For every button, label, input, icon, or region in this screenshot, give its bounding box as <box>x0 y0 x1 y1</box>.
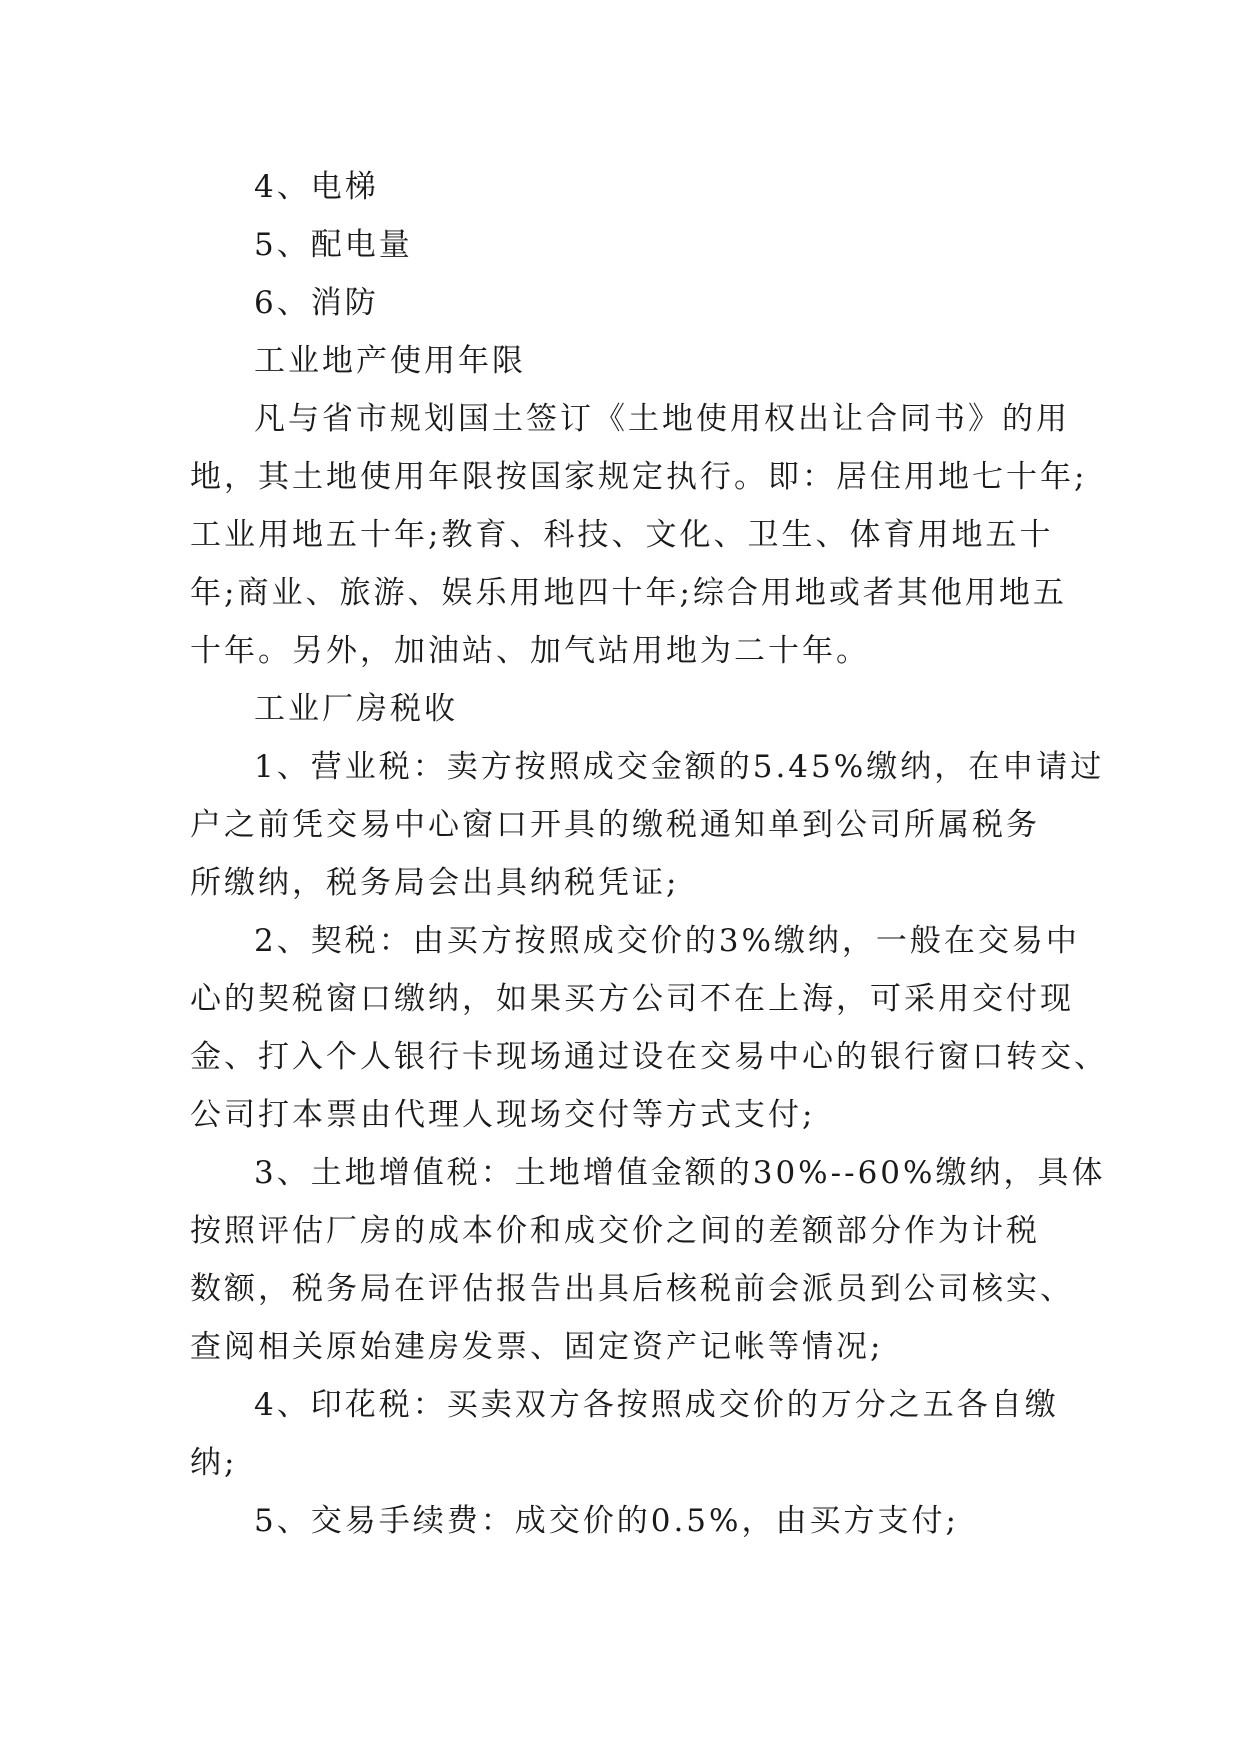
paragraph-line: 所缴纳，税务局会出具纳税凭证; <box>190 865 680 901</box>
paragraph-line: 工业用地五十年;教育、科技、文化、卫生、体育用地五十 <box>190 517 1054 553</box>
list-item-elevator: 4、电梯 <box>254 169 379 205</box>
section-heading-factory-tax: 工业厂房税收 <box>254 691 458 727</box>
tax-item-business-tax: 1、营业税：卖方按照成交金额的5.45%缴纳，在申请过 <box>254 749 1105 785</box>
paragraph-line: 查阅相关原始建房发票、固定资产记帐等情况; <box>190 1329 884 1365</box>
list-item-power-capacity: 5、配电量 <box>254 227 413 263</box>
paragraph-line: 纳; <box>190 1445 238 1481</box>
tax-item-stamp-duty: 4、印花税：买卖双方各按照成交价的万分之五各自缴 <box>254 1387 1059 1423</box>
paragraph-line: 凡与省市规划国土签订《土地使用权出让合同书》的用 <box>254 401 1070 437</box>
list-item-fire-protection: 6、消防 <box>254 285 379 321</box>
paragraph-line: 数额，税务局在评估报告出具后核税前会派员到公司核实、 <box>190 1271 1074 1307</box>
tax-item-transaction-fee: 5、交易手续费：成交价的0.5%，由买方支付; <box>254 1503 959 1539</box>
tax-item-deed-tax: 2、契税：由买方按照成交价的3%缴纳，一般在交易中 <box>254 923 1080 959</box>
paragraph-line: 年;商业、旅游、娱乐用地四十年;综合用地或者其他用地五 <box>190 575 1067 611</box>
section-heading-land-use-term: 工业地产使用年限 <box>254 343 526 379</box>
paragraph-line: 心的契税窗口缴纳，如果买方公司不在上海，可采用交付现 <box>190 981 1074 1017</box>
paragraph-line: 公司打本票由代理人现场交付等方式支付; <box>190 1097 816 1133</box>
paragraph-line: 十年。另外，加油站、加气站用地为二十年。 <box>190 633 870 669</box>
paragraph-line: 金、打入个人银行卡现场通过设在交易中心的银行窗口转交、 <box>190 1039 1108 1075</box>
tax-item-land-appreciation-tax: 3、土地增值税：土地增值金额的30%--60%缴纳，具体 <box>254 1155 1106 1191</box>
document-body <box>190 158 1108 1550</box>
paragraph-line: 户之前凭交易中心窗口开具的缴税通知单到公司所属税务 <box>190 807 1040 843</box>
paragraph-line: 按照评估厂房的成本价和成交价之间的差额部分作为计税 <box>190 1213 1040 1249</box>
paragraph-line: 地，其土地使用年限按国家规定执行。即：居住用地七十年; <box>190 459 1088 495</box>
